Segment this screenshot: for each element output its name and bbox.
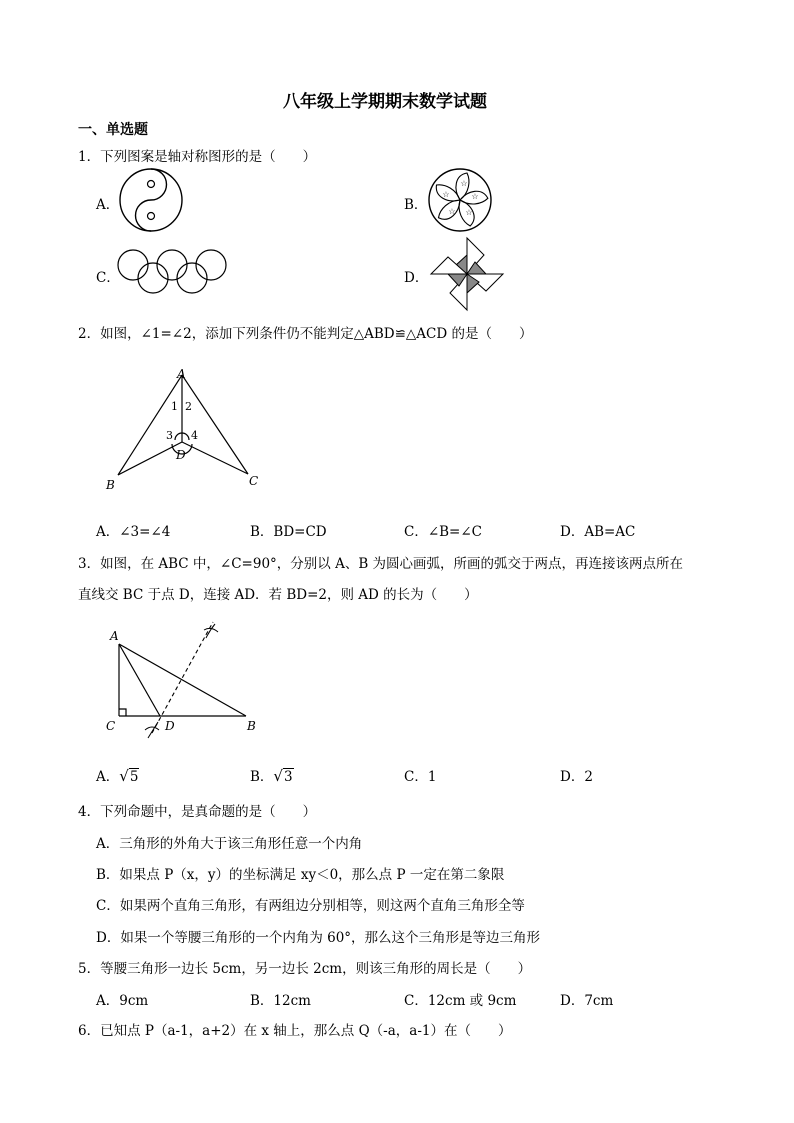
q3-right-triangle-figure xyxy=(100,618,270,743)
section-heading: 一、单选题 xyxy=(78,122,148,138)
question-3-text-line-2: 直线交 BC 于点 D，连接 AD．若 BD=2，则 AD 的长为（ ） xyxy=(78,587,478,603)
page-title: 八年级上学期期末数学试题 xyxy=(283,92,487,112)
q1-option-a-label: A． xyxy=(96,197,120,213)
q4-option-d: D．如果一个等腰三角形的一个内角为 60°，那么这个三角形是等边三角形 xyxy=(96,930,541,946)
q2-option-b: B．BD=CD xyxy=(250,524,327,540)
q3-option-a xyxy=(96,765,139,785)
q2-option-a: A．∠3=∠4 xyxy=(96,524,171,540)
q2-angle-3: 3 xyxy=(166,429,173,442)
q3-label-a: A xyxy=(110,629,119,643)
q1-option-d-label: D． xyxy=(404,270,429,286)
bauhinia-flower-figure xyxy=(427,167,493,233)
q3-option-b xyxy=(250,765,294,785)
q2-label-a: A xyxy=(177,367,186,381)
question-5-text: 5．等腰三角形一边长 5cm，另一边长 2cm，则该三角形的周长是（ ） xyxy=(78,961,532,977)
svg-text:☆: ☆ xyxy=(442,190,450,199)
q3-option-d: D．2 xyxy=(560,769,593,785)
q3-label-c: C xyxy=(106,719,116,733)
q2-angle-2: 2 xyxy=(185,400,192,413)
q3-label-b: B xyxy=(247,719,256,733)
q2-label-d: D xyxy=(176,448,186,462)
q2-angle-4: 4 xyxy=(191,429,198,442)
q5-option-b: B．12cm xyxy=(250,993,311,1009)
q3-option-a-radicand: 5 xyxy=(129,769,139,785)
q3-option-b-prefix: B． xyxy=(250,769,274,785)
q2-label-b: B xyxy=(106,478,115,492)
sqrt-sign-icon: √ xyxy=(119,767,129,785)
q2-label-c: C xyxy=(249,474,259,488)
q2-option-c: C．∠B=∠C xyxy=(404,524,483,540)
question-4-text: 4．下列命题中，是真命题的是（ ） xyxy=(78,804,317,820)
olympic-rings-figure xyxy=(117,247,237,297)
svg-text:☆: ☆ xyxy=(471,192,479,201)
q4-option-b: B．如果点 P（x，y）的坐标满足 xy＜0，那么点 P 一定在第二象限 xyxy=(96,867,505,883)
question-1-text: 1．下列图案是轴对称图形的是（ ） xyxy=(78,149,317,165)
svg-text:☆: ☆ xyxy=(448,207,456,216)
pinwheel-figure xyxy=(429,236,505,312)
q2-angle-1: 1 xyxy=(171,400,178,413)
q5-option-c: C．12cm 或 9cm xyxy=(404,993,517,1009)
svg-text:☆: ☆ xyxy=(460,179,468,188)
question-3-text-line-1: 3．如图，在 ABC 中，∠C=90°，分别以 A、B 为圆心画弧，所画的弧交于两点，再连接该两点所在 xyxy=(78,556,684,572)
yin-yang-figure xyxy=(118,167,184,233)
q3-option-a-prefix: A． xyxy=(96,769,120,785)
q1-option-c-label: C． xyxy=(96,270,120,286)
q3-label-d: D xyxy=(165,719,175,733)
q2-option-d: D．AB=AC xyxy=(560,524,636,540)
q3-option-b-radicand: 3 xyxy=(283,769,293,785)
question-6-text: 6．已知点 P（a-1，a+2）在 x 轴上，那么点 Q（-a，a-1）在（ ） xyxy=(78,1023,512,1039)
q5-option-a: A．9cm xyxy=(96,993,149,1009)
q4-option-a: A．三角形的外角大于该三角形任意一个内角 xyxy=(96,836,363,852)
q5-option-d: D．7cm xyxy=(560,993,614,1009)
sqrt-sign-icon: √ xyxy=(273,767,283,785)
svg-text:☆: ☆ xyxy=(465,208,473,217)
q1-option-b-label: B． xyxy=(404,197,428,213)
q3-option-c: C．1 xyxy=(404,769,437,785)
q4-option-c: C．如果两个直角三角形，有两组边分别相等，则这两个直角三角形全等 xyxy=(96,898,525,914)
question-2-text: 2．如图，∠1=∠2，添加下列条件仍不能判定△ABD≌△ACD 的是（ ） xyxy=(78,326,533,342)
q2-triangle-figure xyxy=(100,362,270,497)
